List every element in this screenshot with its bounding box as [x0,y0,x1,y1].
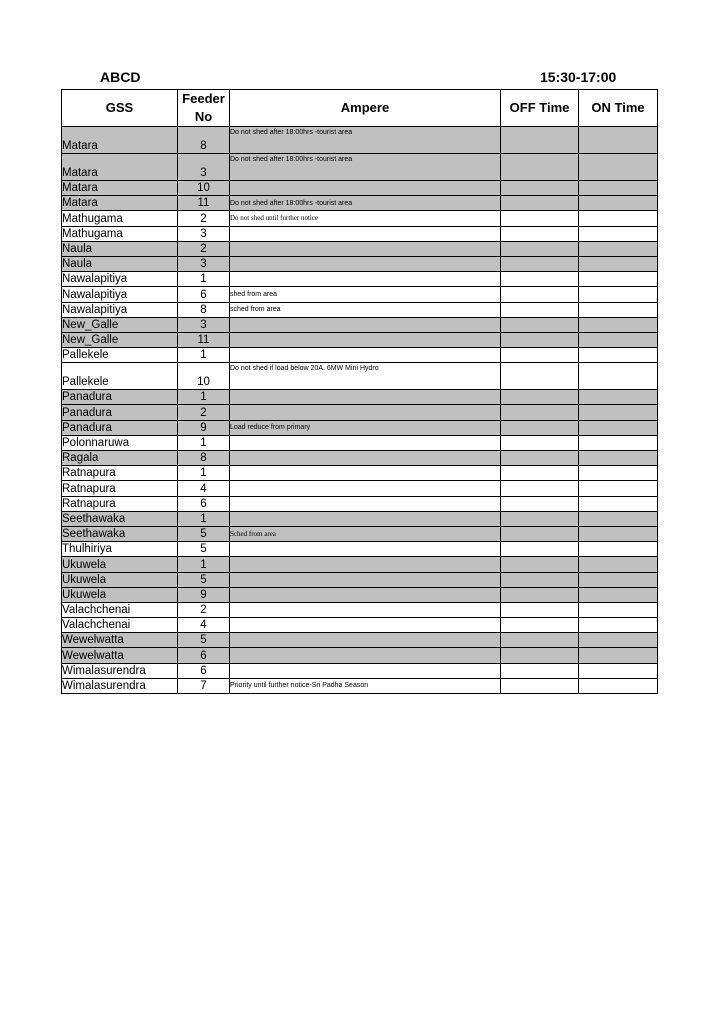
on-time-cell [579,390,658,405]
feeder-cell: 3 [178,317,230,332]
table-row [62,633,658,648]
header-feeder-no [178,90,230,127]
on-time-cell [579,348,658,363]
off-time-cell [501,363,579,390]
off-time-cell [501,287,579,302]
feeder-cell: 5 [178,526,230,541]
table-row [62,302,658,317]
table-row [62,663,658,678]
on-time-cell [579,663,658,678]
gss-cell: Matara [62,154,178,181]
on-time-cell [579,466,658,481]
on-time-cell [579,332,658,347]
off-time-cell [501,256,579,271]
ampere-cell: Priority until further notice-Sri Padha Season [230,678,501,693]
feeder-cell: 8 [178,302,230,317]
on-time-cell [579,602,658,617]
on-time-cell [579,587,658,602]
off-time-cell [501,272,579,287]
gss-cell: Mathugama [62,226,178,241]
gss-cell: Naula [62,241,178,256]
off-time-cell [501,317,579,332]
header-on-time: ON Time [579,90,658,127]
feeder-cell: 1 [178,390,230,405]
ampere-cell [230,496,501,511]
off-time-cell [501,196,579,211]
feeder-cell: 1 [178,272,230,287]
feeder-cell: 7 [178,678,230,693]
ampere-cell [230,648,501,663]
on-time-cell [579,511,658,526]
ampere-cell [230,602,501,617]
on-time-cell [579,181,658,196]
gss-cell: New_Galle [62,332,178,347]
ampere-cell [230,256,501,271]
off-time-cell [501,678,579,693]
ampere-cell: sched from area [230,302,501,317]
gss-cell: Pallekele [62,363,178,390]
on-time-cell [579,211,658,226]
ampere-cell: Do not shed until further notice [230,211,501,226]
gss-cell: Seethawaka [62,511,178,526]
gss-cell: Nawalapitiya [62,302,178,317]
ampere-cell [230,466,501,481]
gss-cell: Panadura [62,420,178,435]
feeder-cell: 1 [178,435,230,450]
off-time-cell [501,663,579,678]
off-time-cell [501,587,579,602]
ampere-cell [230,181,501,196]
table-row [62,496,658,511]
feeder-cell: 3 [178,256,230,271]
feeder-cell: 1 [178,466,230,481]
table-row [62,405,658,420]
on-time-cell [579,526,658,541]
table-row [62,363,658,390]
gss-cell: Panadura [62,390,178,405]
ampere-cell [230,332,501,347]
on-time-cell [579,196,658,211]
table-row [62,181,658,196]
off-time-cell [501,618,579,633]
on-time-cell [579,363,658,390]
on-time-cell [579,272,658,287]
off-time-cell [501,481,579,496]
feeder-cell: 2 [178,405,230,420]
table-row [62,451,658,466]
gss-cell: New_Galle [62,317,178,332]
feeder-cell: 6 [178,663,230,678]
on-time-cell [579,420,658,435]
ampere-cell: Load reduce from primary [230,420,501,435]
gss-cell: Matara [62,196,178,211]
ampere-cell: Do not shed after 18:00hrs -tourist area [230,196,501,211]
ampere-cell [230,663,501,678]
on-time-cell [579,557,658,572]
table-row [62,542,658,557]
on-time-cell [579,241,658,256]
gss-cell: Mathugama [62,211,178,226]
off-time-cell [501,154,579,181]
on-time-cell [579,435,658,450]
feeder-cell: 8 [178,127,230,154]
gss-cell: Ratnapura [62,496,178,511]
feeder-cell: 1 [178,557,230,572]
off-time-cell [501,241,579,256]
off-time-cell [501,181,579,196]
on-time-cell [579,618,658,633]
document-code: ABCD [100,69,141,85]
gss-cell: Ukuwela [62,557,178,572]
feeder-cell: 10 [178,363,230,390]
table-row [62,317,658,332]
table-row [62,587,658,602]
gss-cell: Matara [62,181,178,196]
feeder-cell: 6 [178,648,230,663]
on-time-cell [579,633,658,648]
on-time-cell [579,154,658,181]
gss-cell: Ragala [62,451,178,466]
on-time-cell [579,481,658,496]
ampere-cell [230,633,501,648]
table-row [62,557,658,572]
gss-cell: Ukuwela [62,587,178,602]
off-time-cell [501,348,579,363]
feeder-cell: 6 [178,496,230,511]
gss-cell: Ratnapura [62,481,178,496]
table-row [62,678,658,693]
off-time-cell [501,496,579,511]
ampere-cell [230,348,501,363]
gss-cell: Matara [62,127,178,154]
feeder-cell: 5 [178,572,230,587]
ampere-cell [230,618,501,633]
off-time-cell [501,390,579,405]
table-row [62,466,658,481]
gss-cell: Ukuwela [62,572,178,587]
feeder-cell: 4 [178,481,230,496]
feeder-cell: 4 [178,618,230,633]
on-time-cell [579,226,658,241]
table-row [62,226,658,241]
ampere-cell [230,557,501,572]
feeder-cell: 3 [178,226,230,241]
gss-cell: Wimalasurendra [62,663,178,678]
on-time-cell [579,287,658,302]
off-time-cell [501,332,579,347]
feeder-cell: 1 [178,511,230,526]
off-time-cell [501,127,579,154]
on-time-cell [579,127,658,154]
off-time-cell [501,211,579,226]
table-row [62,332,658,347]
ampere-cell [230,542,501,557]
on-time-cell [579,405,658,420]
feeder-cell: 11 [178,332,230,347]
table-row [62,211,658,226]
gss-cell: Nawalapitiya [62,287,178,302]
table-header-row [62,90,658,127]
load-shedding-table [61,89,658,694]
ampere-cell [230,572,501,587]
table-row [62,196,658,211]
ampere-cell [230,511,501,526]
table-row [62,390,658,405]
feeder-cell: 8 [178,451,230,466]
gss-cell: Pallekele [62,348,178,363]
on-time-cell [579,496,658,511]
header-gss: GSS [62,90,178,127]
feeder-cell: 6 [178,287,230,302]
gss-cell: Naula [62,256,178,271]
header-feeder-line2: No [194,109,213,124]
off-time-cell [501,435,579,450]
header-ampere: Ampere [230,90,501,127]
ampere-cell [230,317,501,332]
gss-cell: Thulhiriya [62,542,178,557]
table-row [62,287,658,302]
gss-cell: Wimalasurendra [62,678,178,693]
feeder-cell: 2 [178,211,230,226]
off-time-cell [501,633,579,648]
gss-cell: Valachchenai [62,602,178,617]
ampere-cell [230,435,501,450]
table-row [62,526,658,541]
feeder-cell: 11 [178,196,230,211]
table-row [62,348,658,363]
off-time-cell [501,648,579,663]
on-time-cell [579,451,658,466]
ampere-cell [230,587,501,602]
on-time-cell [579,572,658,587]
table-row [62,154,658,181]
off-time-cell [501,302,579,317]
on-time-cell [579,678,658,693]
off-time-cell [501,511,579,526]
off-time-cell [501,602,579,617]
ampere-cell [230,390,501,405]
ampere-cell [230,481,501,496]
off-time-cell [501,572,579,587]
on-time-cell [579,317,658,332]
off-time-cell [501,226,579,241]
gss-cell: Nawalapitiya [62,272,178,287]
gss-cell: Wewelwatta [62,648,178,663]
table-row [62,420,658,435]
feeder-cell: 9 [178,420,230,435]
on-time-cell [579,302,658,317]
ampere-cell: Sched from area [230,526,501,541]
ampere-cell [230,226,501,241]
off-time-cell [501,526,579,541]
gss-cell: Wewelwatta [62,633,178,648]
ampere-cell [230,405,501,420]
off-time-cell [501,557,579,572]
feeder-cell: 10 [178,181,230,196]
gss-cell: Ratnapura [62,466,178,481]
ampere-cell: Do not shed after 18:00hrs -tourist area [230,127,501,154]
on-time-cell [579,648,658,663]
feeder-cell: 2 [178,602,230,617]
off-time-cell [501,420,579,435]
off-time-cell [501,542,579,557]
ampere-cell: shed from area [230,287,501,302]
gss-cell: Seethawaka [62,526,178,541]
gss-cell: Polonnaruwa [62,435,178,450]
off-time-cell [501,451,579,466]
feeder-cell: 5 [178,633,230,648]
ampere-cell [230,241,501,256]
header-off-time: OFF Time [501,90,579,127]
table-row [62,618,658,633]
ampere-cell [230,272,501,287]
table-row [62,481,658,496]
ampere-cell: Do not shed if load below 20A. 6MW Mini Hydro [230,363,501,390]
table-row [62,272,658,287]
feeder-cell: 2 [178,241,230,256]
ampere-cell [230,451,501,466]
gss-cell: Valachchenai [62,618,178,633]
feeder-cell: 5 [178,542,230,557]
ampere-cell: Do not shed after 18:00hrs -tourist area [230,154,501,181]
table-row [62,435,658,450]
feeder-cell: 1 [178,348,230,363]
time-window: 15:30-17:00 [540,69,617,85]
table-row [62,127,658,154]
feeder-cell: 3 [178,154,230,181]
off-time-cell [501,466,579,481]
on-time-cell [579,256,658,271]
gss-cell: Panadura [62,405,178,420]
on-time-cell [579,542,658,557]
feeder-cell: 9 [178,587,230,602]
table-row [62,602,658,617]
table-row [62,511,658,526]
table-row [62,256,658,271]
off-time-cell [501,405,579,420]
table-row [62,648,658,663]
table-row [62,572,658,587]
table-row [62,241,658,256]
header-feeder-line1: Feeder [182,91,225,106]
